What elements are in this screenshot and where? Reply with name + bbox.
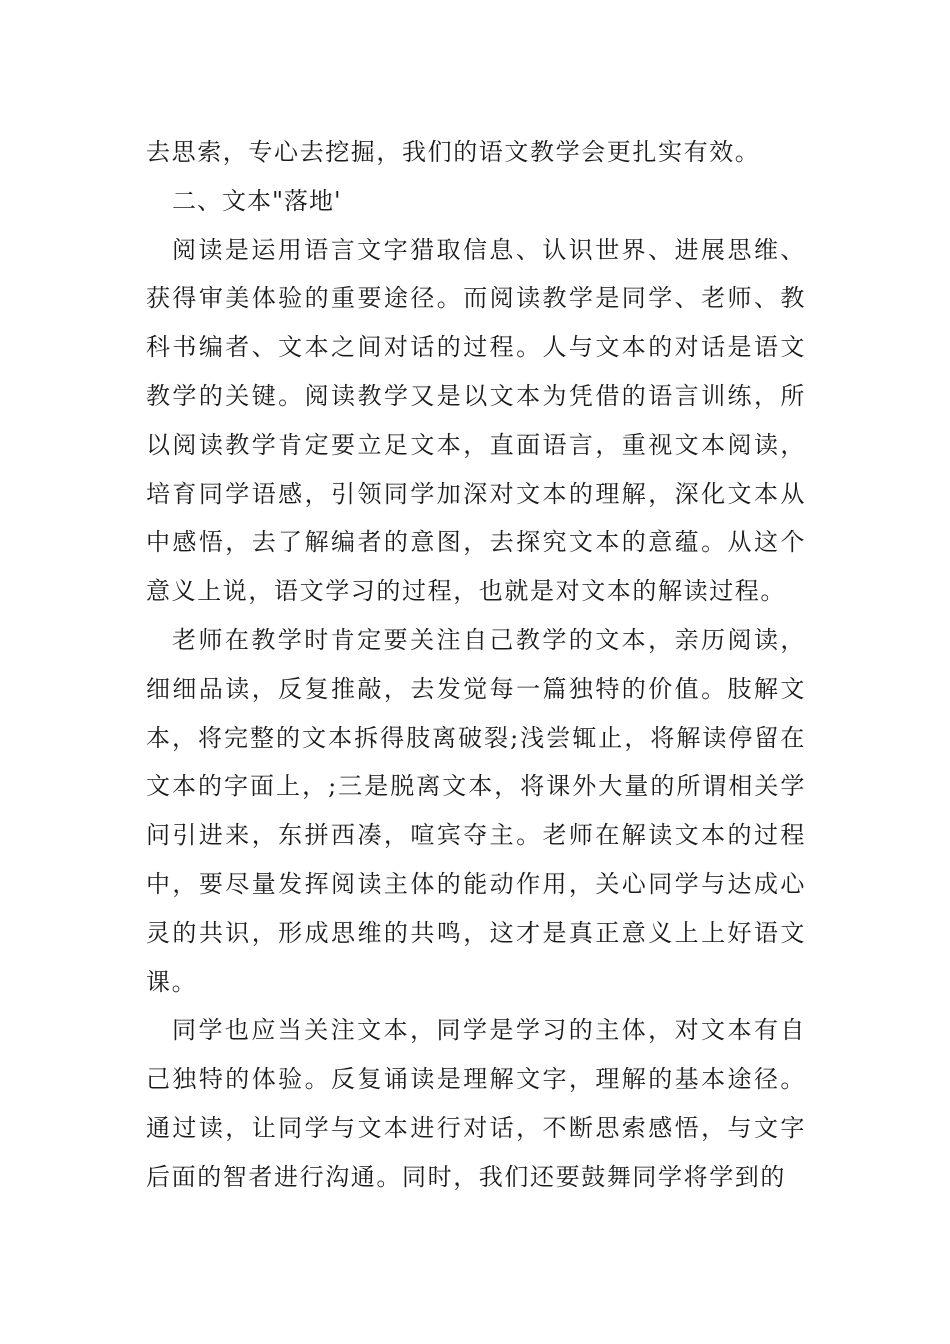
paragraph-reading-definition: 阅读是运用语言文字猎取信息、认识世界、进展思维、获得审美体验的重要途径。而阅读教学是同学、老师、教科书编者、文本之间对话的过程。人与文本的对话是语文教学的关键。阅读教学又是以文本为凭借的语言训练，所以阅读教学肯定要立足文本，直面语言，重视文本阅读，培育同学语感，引领同学加深对文本的理解，深化文本从中感悟，去了解编者的意图，去探究文本的意蕴。从这个意义上说，语文学习的过程，也就是对文本的解读过程。 — [146, 235, 806, 606]
body-text — [146, 128, 806, 1202]
paragraph-student-focus: 同学也应当关注文本，同学是学习的主体，对文本有自己独特的体验。反复诵读是理解文字，理解的基本途径。通过读，让同学与文本进行对话，不断思索感悟，与文字后面的智者进行沟通。同时，我们还要鼓舞同学将学到的 — [146, 1016, 806, 1191]
paragraph-continuation: 去思索，专心去挖掘，我们的语文教学会更扎实有效。 — [146, 138, 761, 166]
paragraph-teacher-focus: 老师在教学时肯定要关注自己教学的文本，亲历阅读，细细品读，反复推敲，去发觉每一篇独特的价值。肢解文本，将完整的文本拆得肢离破裂;浅尝辄止，将解读停留在文本的字面上，;三是脱离文本，将课外大量的所谓相关学问引进来，东拼西凑，喧宾夺主。老师在解读文本的过程中，要尽量发挥阅读主体的能动作用，关心同学与达成心灵的共识，形成思维的共鸣，这才是真正意义上上好语文课。 — [146, 625, 806, 996]
section-heading: 二、文本"落地' — [172, 186, 342, 215]
